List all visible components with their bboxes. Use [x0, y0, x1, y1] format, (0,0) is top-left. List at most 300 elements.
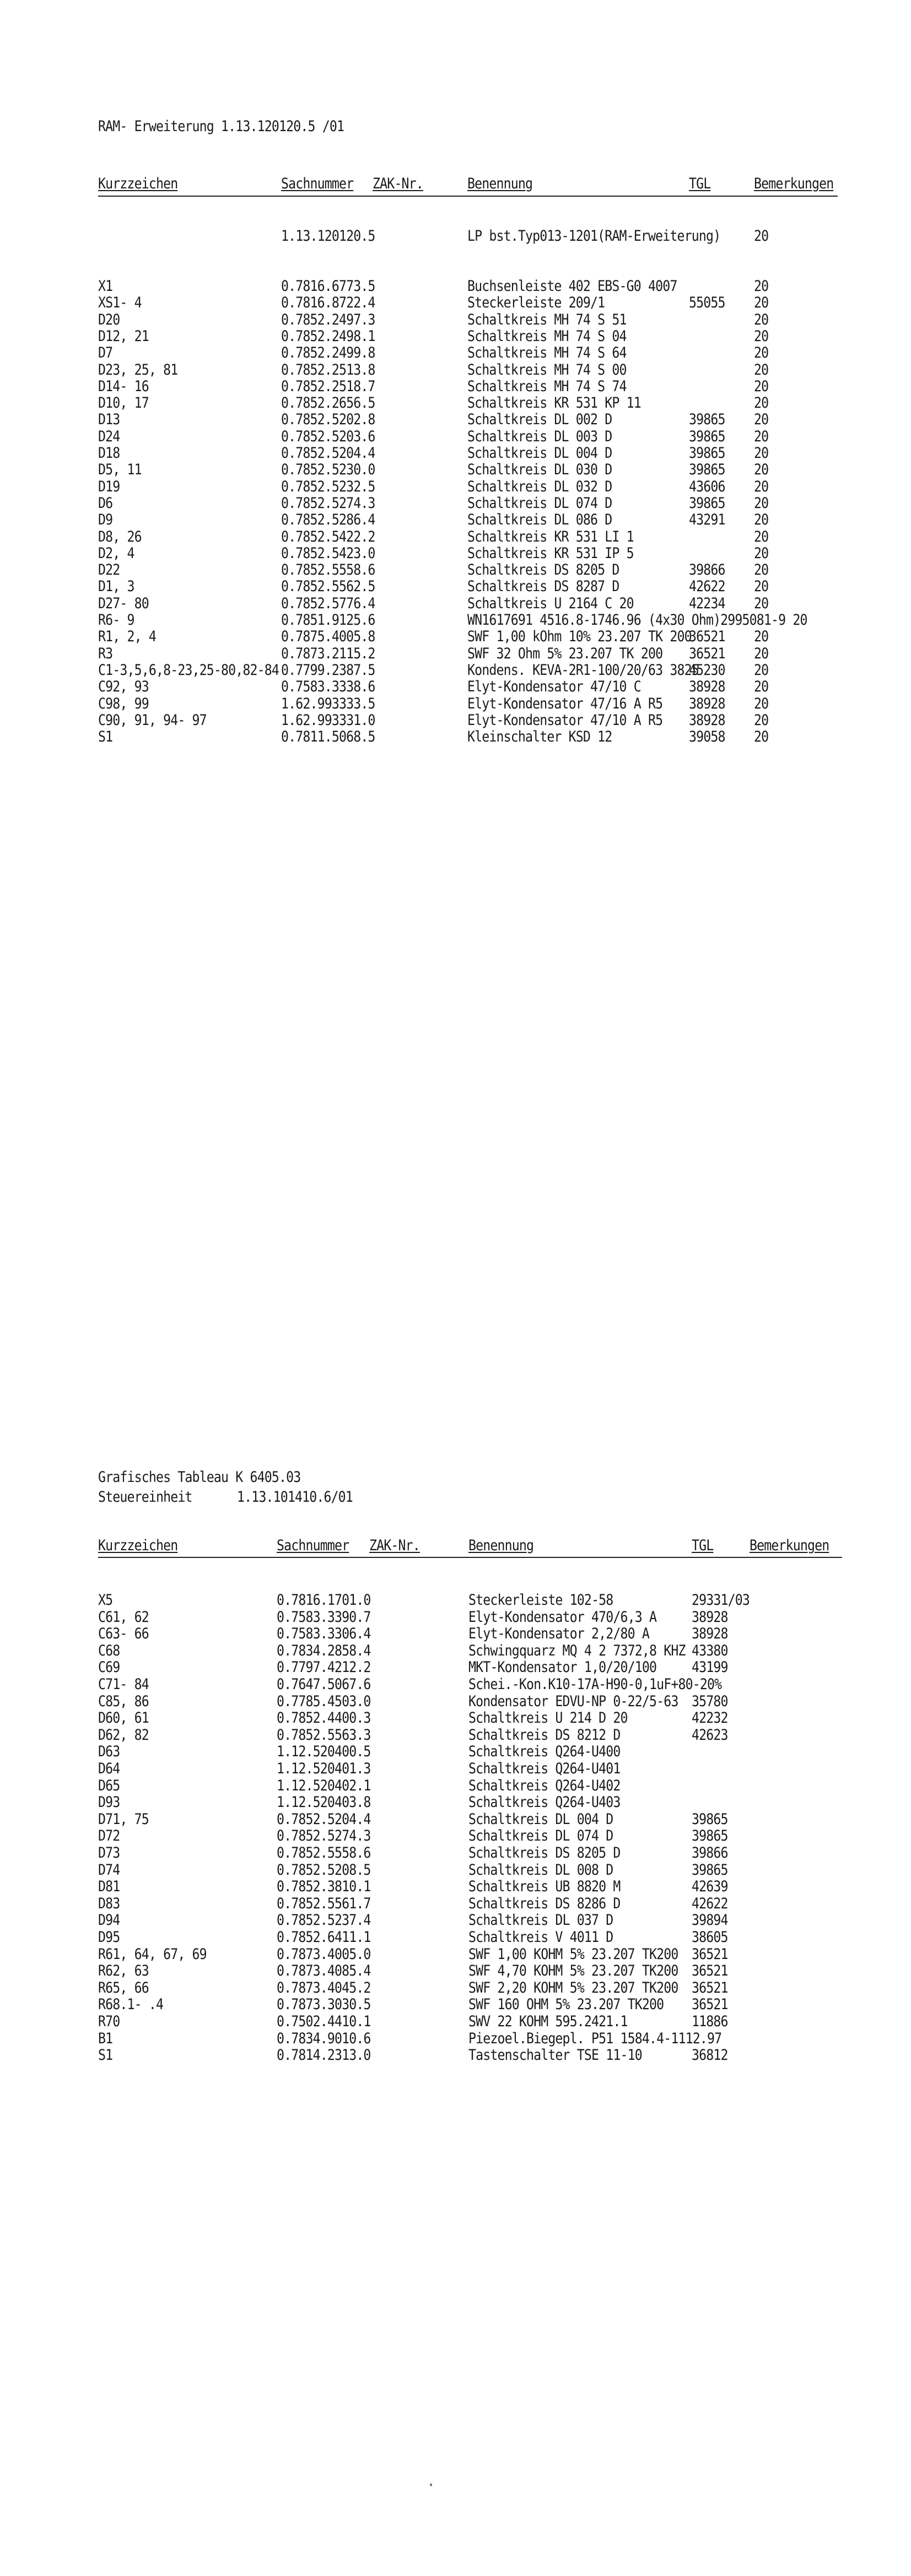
- table-row: [0, 629, 911, 645]
- cell-kurzzeichen: D5, 11: [98, 461, 142, 479]
- table-row: [0, 1710, 911, 1727]
- cell-benennung: Schaltkreis U 2164 C 20: [467, 594, 634, 612]
- header-sachnummer: Sachnummer: [281, 175, 354, 192]
- cell-kurzzeichen: D27- 80: [98, 594, 149, 612]
- cell-benennung: Schaltkreis DL 032 D: [467, 478, 612, 495]
- cell-bemerkungen: 20: [754, 561, 769, 579]
- cell-sachnummer: 0.7583.3390.7: [277, 1608, 371, 1626]
- cell-sachnummer: 1.12.520401.3: [277, 1760, 371, 1777]
- cell-bemerkungen: 20: [754, 494, 769, 512]
- cell-tgl: 39894: [692, 1912, 728, 1929]
- cell-sachnummer: 0.7583.3338.6: [281, 678, 375, 696]
- cell-kurzzeichen: D93: [98, 1794, 120, 1811]
- table-row: [0, 2047, 911, 2064]
- table-row: [0, 328, 911, 345]
- cell-kurzzeichen: S1: [98, 2047, 113, 2064]
- cell-kurzzeichen: D83: [98, 1895, 120, 1912]
- cell-kurzzeichen: D1, 3: [98, 578, 134, 596]
- cell-benennung: Steckerleiste 102-58: [468, 1592, 613, 1609]
- cell-kurzzeichen: D63: [98, 1743, 120, 1761]
- cell-sachnummer: 0.7875.4005.8: [281, 628, 375, 646]
- cell-tgl: 38928: [689, 695, 725, 712]
- cell-bemerkungen: 20: [754, 544, 769, 562]
- cell-sachnummer: 0.7852.2513.8: [281, 361, 375, 378]
- cell-benennung: SWF 32 Ohm 5% 23.207 TK 200: [467, 645, 663, 662]
- cell-benennung: Schaltkreis DL 037 D: [468, 1912, 613, 1929]
- cell-tgl: 42232: [692, 1709, 728, 1727]
- cell-sachnummer: 0.7502.4410.1: [277, 2013, 371, 2030]
- table-row: [0, 295, 911, 311]
- table-row: [0, 1896, 911, 1912]
- table-row: [0, 1929, 911, 1946]
- cell-kurzzeichen: C61, 62: [98, 1608, 149, 1626]
- cell-kurzzeichen: D73: [98, 1844, 120, 1861]
- cell-sachnummer: 0.7852.2497.3: [281, 311, 375, 328]
- cell-sachnummer: 0.7852.2498.1: [281, 327, 375, 345]
- table-row: [0, 395, 911, 412]
- table-row: [0, 1879, 911, 1895]
- cell-bemerkungen: 20: [754, 377, 769, 395]
- table-row: [0, 1676, 911, 1693]
- table-row-first: [0, 228, 911, 245]
- cell-kurzzeichen: C85, 86: [98, 1692, 149, 1710]
- cell-sachnummer: 0.7852.5423.0: [281, 544, 375, 562]
- cell-sachnummer: 0.7852.2518.7: [281, 377, 375, 395]
- cell-kurzzeichen: D13: [98, 411, 120, 429]
- table-row: [0, 529, 911, 545]
- cell-benennung: Schaltkreis U 214 D 20: [468, 1709, 628, 1727]
- table-row: [0, 1980, 911, 1996]
- cell-tgl: 38928: [692, 1625, 728, 1643]
- header-benennung: Benennung: [468, 1537, 534, 1554]
- header-tgl: TGL: [689, 175, 711, 192]
- section2-title-line2-value: 1.13.101410.6/01: [237, 1489, 353, 1506]
- cell-benennung: Schaltkreis Q264-U401: [468, 1760, 621, 1777]
- cell-sachnummer: 0.7852.5558.6: [281, 561, 375, 579]
- table-row: [0, 1727, 911, 1744]
- table-row: [0, 1659, 911, 1676]
- cell-benennung: Schaltkreis DS 8287 D: [467, 578, 619, 596]
- header-zak: ZAK-Nr.: [369, 1537, 420, 1554]
- header-kurzzeichen: Kurzzeichen: [98, 1537, 178, 1554]
- cell-kurzzeichen: XS1- 4: [98, 294, 142, 312]
- cell-tgl: 43199: [692, 1659, 728, 1676]
- cell-tgl: 42234: [689, 594, 725, 612]
- cell-kurzzeichen: R3: [98, 645, 113, 662]
- cell-sachnummer: 0.7647.5067.6: [277, 1676, 371, 1693]
- cell-sachnummer: 0.7873.4045.2: [277, 1979, 371, 1996]
- cell-benennung: Elyt-Kondensator 2,2/80 A: [468, 1625, 649, 1643]
- cell-sachnummer: 1.13.120120.5: [281, 228, 375, 245]
- table-row: [0, 562, 911, 578]
- cell-tgl: 38928: [692, 1608, 728, 1626]
- cell-sachnummer: 0.7811.5068.5: [281, 728, 375, 746]
- cell-sachnummer: 0.7852.5204.4: [281, 445, 375, 462]
- table-row: [0, 545, 911, 562]
- table-row: [0, 729, 911, 745]
- header-bemerkungen: Bemerkungen: [754, 175, 834, 192]
- cell-benennung: Piezoel.Biegepl. P51 1584.4-1112.97: [468, 2030, 722, 2047]
- table-row: [0, 679, 911, 695]
- cell-benennung: Buchsenleiste 402 EBS-G0 4007: [467, 278, 677, 295]
- cell-benennung: SWF 160 OHM 5% 23.207 TK200: [468, 1996, 664, 2014]
- cell-benennung: Elyt-Kondensator 470/6,3 A: [468, 1608, 657, 1626]
- section1-title: RAM- Erweiterung 1.13.120120.5 /01: [98, 118, 344, 135]
- header-rule: [98, 196, 838, 197]
- cell-sachnummer: 0.7852.5230.0: [281, 461, 375, 479]
- cell-benennung: Schaltkreis KR 531 IP 5: [467, 544, 634, 562]
- cell-kurzzeichen: S1: [98, 728, 113, 746]
- cell-kurzzeichen: D94: [98, 1912, 120, 1929]
- cell-benennung: LP bst.Typ013-1201(RAM-Erweiterung): [467, 228, 721, 245]
- cell-benennung: Schaltkreis DL 074 D: [468, 1827, 613, 1845]
- cell-kurzzeichen: R62, 63: [98, 1962, 149, 1980]
- table-row: [0, 1744, 911, 1760]
- table-row: [0, 696, 911, 712]
- cell-tgl: 43291: [689, 511, 725, 529]
- cell-benennung: Elyt-Kondensator 47/10 A R5: [467, 711, 663, 729]
- cell-benennung: Schaltkreis MH 74 S 51: [467, 311, 627, 328]
- cell-kurzzeichen: D6: [98, 494, 113, 512]
- table-row: [0, 2014, 911, 2030]
- table-row: [0, 1609, 911, 1626]
- cell-tgl: 36521: [689, 628, 725, 646]
- cell-benennung: Schaltkreis Q264-U403: [468, 1794, 621, 1811]
- cell-tgl: 11886: [692, 2013, 728, 2030]
- cell-tgl: 36521: [692, 1945, 728, 1963]
- cell-kurzzeichen: D20: [98, 311, 120, 328]
- cell-bemerkungen: 20: [754, 711, 769, 729]
- cell-tgl: 39865: [689, 445, 725, 462]
- cell-kurzzeichen: D60, 61: [98, 1709, 149, 1727]
- cell-bemerkungen: 20: [754, 278, 769, 295]
- table-row: [0, 1946, 911, 1963]
- cell-kurzzeichen: D10, 17: [98, 394, 149, 412]
- cell-kurzzeichen: C69: [98, 1659, 120, 1676]
- cell-benennung: SWF 2,20 KOHM 5% 23.207 TK200: [468, 1979, 678, 1996]
- cell-kurzzeichen: D7: [98, 344, 113, 362]
- cell-sachnummer: 0.7814.2313.0: [277, 2047, 371, 2064]
- cell-benennung: Steckerleiste 209/1: [467, 294, 605, 312]
- cell-benennung: Schaltkreis DL 003 D: [467, 427, 612, 445]
- table-row: [0, 1778, 911, 1794]
- cell-sachnummer: 1.12.520403.8: [277, 1794, 371, 1811]
- cell-kurzzeichen: D74: [98, 1861, 120, 1879]
- table-row: [0, 662, 911, 679]
- table-row: [0, 429, 911, 445]
- cell-sachnummer: 0.7816.8722.4: [281, 294, 375, 312]
- cell-tgl: 36812: [692, 2047, 728, 2064]
- cell-kurzzeichen: D14- 16: [98, 377, 149, 395]
- cell-sachnummer: 0.7834.9010.6: [277, 2030, 371, 2047]
- cell-tgl: 42622: [692, 1895, 728, 1912]
- cell-benennung: Schaltkreis Q264-U400: [468, 1743, 621, 1761]
- cell-benennung: Schaltkreis DS 8286 D: [468, 1895, 621, 1912]
- header-benennung: Benennung: [467, 175, 533, 192]
- cell-benennung: SWF 1,00 kOhm 10% 23.207 TK 200: [467, 628, 692, 646]
- cell-tgl: 35780: [692, 1692, 728, 1710]
- cell-tgl: 39865: [692, 1827, 728, 1845]
- table-row: [0, 1643, 911, 1659]
- table-row: [0, 312, 911, 328]
- table-row: [0, 1592, 911, 1609]
- table-row: [0, 495, 911, 512]
- cell-bemerkungen: 20: [754, 578, 769, 596]
- cell-kurzzeichen: D24: [98, 427, 120, 445]
- header-kurzzeichen: Kurzzeichen: [98, 175, 178, 192]
- cell-kurzzeichen: D22: [98, 561, 120, 579]
- header-zak: ZAK-Nr.: [373, 175, 423, 192]
- cell-benennung: Kondens. KEVA-2R1-100/20/63 3825: [467, 661, 699, 679]
- cell-tgl: 45230: [689, 661, 725, 679]
- cell-benennung: Kleinschalter KSD 12: [467, 728, 612, 746]
- cell-bemerkungen: 20: [754, 511, 769, 529]
- cell-benennung: Schwingquarz MQ 4 2 7372,8 KHZ: [468, 1642, 686, 1659]
- table-row: [0, 1761, 911, 1777]
- cell-sachnummer: 0.7873.2115.2: [281, 645, 375, 662]
- cell-benennung: Schaltkreis DL 086 D: [467, 511, 612, 529]
- section2-title-line2-label: Steuereinheit: [98, 1489, 192, 1506]
- table-row: [0, 578, 911, 595]
- cell-tgl: 43380: [692, 1642, 728, 1659]
- cell-kurzzeichen: C1-3,5,6,8-23,25-80,82-84: [98, 661, 279, 679]
- cell-bemerkungen: 20: [754, 478, 769, 495]
- cell-sachnummer: 0.7852.4400.3: [277, 1709, 371, 1727]
- cell-tgl: 42623: [692, 1726, 728, 1744]
- cell-benennung: Schaltkreis MH 74 S 74: [467, 377, 627, 395]
- cell-tgl: 39865: [692, 1810, 728, 1828]
- cell-sachnummer: 0.7852.5204.4: [277, 1810, 371, 1828]
- cell-benennung: Kondensator EDVU-NP 0-22/5-63: [468, 1692, 678, 1710]
- table-row: [0, 278, 911, 295]
- cell-benennung: Schaltkreis KR 531 KP 11: [467, 394, 641, 412]
- cell-benennung: WN1617691 4516.8-1746.96 (4x30 Ohm)2995081-9 20: [467, 611, 807, 629]
- cell-tgl: 55055: [689, 294, 725, 312]
- cell-bemerkungen: 20: [754, 394, 769, 412]
- cell-tgl: 39865: [692, 1861, 728, 1879]
- section2-title-line1: Grafisches Tableau K 6405.03: [98, 1469, 301, 1486]
- cell-sachnummer: 0.7852.5776.4: [281, 594, 375, 612]
- cell-kurzzeichen: D62, 82: [98, 1726, 149, 1744]
- cell-benennung: Schaltkreis MH 74 S 00: [467, 361, 627, 378]
- cell-kurzzeichen: D12, 21: [98, 327, 149, 345]
- table-row: [0, 1963, 911, 1979]
- table-row: [0, 378, 911, 395]
- cell-tgl: 39865: [689, 461, 725, 479]
- cell-benennung: Schaltkreis DL 074 D: [467, 494, 612, 512]
- cell-tgl: 38605: [692, 1929, 728, 1946]
- cell-bemerkungen: 20: [754, 528, 769, 545]
- cell-sachnummer: 0.7852.5237.4: [277, 1912, 371, 1929]
- cell-benennung: MKT-Kondensator 1,0/20/100: [468, 1659, 657, 1676]
- cell-sachnummer: 0.7852.5286.4: [281, 511, 375, 529]
- cell-kurzzeichen: R1, 2, 4: [98, 628, 156, 646]
- cell-kurzzeichen: D65: [98, 1777, 120, 1794]
- cell-kurzzeichen: D64: [98, 1760, 120, 1777]
- cell-benennung: Elyt-Kondensator 47/10 C: [467, 678, 641, 696]
- table-row: [0, 1626, 911, 1642]
- cell-bemerkungen: 20: [754, 645, 769, 662]
- cell-sachnummer: 0.7583.3306.4: [277, 1625, 371, 1643]
- cell-sachnummer: 0.7852.5422.2: [281, 528, 375, 545]
- cell-sachnummer: 0.7852.5561.7: [277, 1895, 371, 1912]
- cell-kurzzeichen: X5: [98, 1592, 113, 1609]
- table-row: [0, 612, 911, 629]
- cell-kurzzeichen: D8, 26: [98, 528, 142, 545]
- table-row: [0, 1862, 911, 1879]
- cell-benennung: Schaltkreis DL 002 D: [467, 411, 612, 429]
- cell-bemerkungen: 20: [754, 311, 769, 328]
- cell-kurzzeichen: D81: [98, 1878, 120, 1896]
- cell-sachnummer: 0.7852.5563.3: [277, 1726, 371, 1744]
- cell-benennung: Schaltkreis MH 74 S 64: [467, 344, 627, 362]
- cell-sachnummer: 0.7852.5274.3: [281, 494, 375, 512]
- cell-kurzzeichen: R70: [98, 2013, 120, 2030]
- cell-benennung: Schaltkreis Q264-U402: [468, 1777, 621, 1794]
- cell-kurzzeichen: C63- 66: [98, 1625, 149, 1643]
- cell-benennung: Schaltkreis V 4011 D: [468, 1929, 613, 1946]
- cell-benennung: Schaltkreis DS 8212 D: [468, 1726, 621, 1744]
- cell-tgl: 38928: [689, 678, 725, 696]
- cell-sachnummer: 1.62.993333.5: [281, 695, 375, 712]
- cell-tgl: 39865: [689, 494, 725, 512]
- cell-sachnummer: 1.62.993331.0: [281, 711, 375, 729]
- cell-bemerkungen: 20: [754, 661, 769, 679]
- cell-benennung: Schaltkreis DS 8205 D: [468, 1844, 621, 1861]
- cell-sachnummer: 0.7852.5203.6: [281, 427, 375, 445]
- cell-bemerkungen: 20: [754, 427, 769, 445]
- cell-sachnummer: 0.7852.5232.5: [281, 478, 375, 495]
- table-row: [0, 1996, 911, 2013]
- cell-tgl: 42639: [692, 1878, 728, 1896]
- cell-benennung: SWF 4,70 KOHM 5% 23.207 TK200: [468, 1962, 678, 1980]
- cell-benennung: Tastenschalter TSE 11-10: [468, 2047, 642, 2064]
- cell-benennung: Schaltkreis UB 8820 M: [468, 1878, 621, 1896]
- table-row: [0, 1693, 911, 1710]
- cell-kurzzeichen: D18: [98, 445, 120, 462]
- cell-bemerkungen: 20: [754, 678, 769, 696]
- table-row: [0, 712, 911, 729]
- cell-tgl: 39865: [689, 411, 725, 429]
- cell-bemerkungen: 20: [754, 461, 769, 479]
- table-row: [0, 412, 911, 428]
- cell-benennung: Schaltkreis MH 74 S 04: [467, 327, 627, 345]
- cell-sachnummer: 0.7852.2499.8: [281, 344, 375, 362]
- cell-tgl: 42622: [689, 578, 725, 596]
- cell-tgl: 39866: [692, 1844, 728, 1861]
- cell-benennung: Schaltkreis KR 531 LI 1: [467, 528, 634, 545]
- cell-sachnummer: 0.7851.9125.6: [281, 611, 375, 629]
- cell-bemerkungen: 20: [754, 728, 769, 746]
- table-row: [0, 2031, 911, 2047]
- header-sachnummer: Sachnummer: [277, 1537, 349, 1554]
- cell-bemerkungen: 20: [754, 411, 769, 429]
- cell-tgl: 36521: [692, 1962, 728, 1980]
- table-row: [0, 462, 911, 478]
- cell-sachnummer: 0.7852.3810.1: [277, 1878, 371, 1896]
- cell-kurzzeichen: C98, 99: [98, 695, 149, 712]
- cell-kurzzeichen: C68: [98, 1642, 120, 1659]
- table-row: [0, 1811, 911, 1828]
- header-bemerkungen: Bemerkungen: [750, 1537, 829, 1554]
- table-row: [0, 512, 911, 528]
- cell-tgl: 36521: [692, 1979, 728, 1996]
- table-row: [0, 1912, 911, 1929]
- cell-bemerkungen: 20: [754, 361, 769, 378]
- cell-sachnummer: 0.7799.2387.5: [281, 661, 375, 679]
- cell-kurzzeichen: D95: [98, 1929, 120, 1946]
- cell-kurzzeichen: B1: [98, 2030, 113, 2047]
- cell-sachnummer: 0.7816.1701.0: [277, 1592, 371, 1609]
- cell-kurzzeichen: D2, 4: [98, 544, 134, 562]
- cell-bemerkungen: 20: [754, 695, 769, 712]
- cell-kurzzeichen: R68.1- .4: [98, 1996, 164, 2014]
- cell-sachnummer: 0.7873.4005.0: [277, 1945, 371, 1963]
- cell-tgl: 38928: [689, 711, 725, 729]
- cell-benennung: SWV 22 KOHM 595.2421.1: [468, 2013, 628, 2030]
- cell-kurzzeichen: X1: [98, 278, 113, 295]
- cell-bemerkungen: 20: [754, 228, 769, 245]
- table-row: [0, 1845, 911, 1861]
- cell-sachnummer: 0.7816.6773.5: [281, 278, 375, 295]
- table-row: [0, 445, 911, 462]
- cell-benennung: Schei.-Kon.K10-17A-H90-0,1uF+80-20%: [468, 1676, 722, 1693]
- cell-benennung: Schaltkreis DL 030 D: [467, 461, 612, 479]
- cell-benennung: SWF 1,00 KOHM 5% 23.207 TK200: [468, 1945, 678, 1963]
- header-tgl: TGL: [692, 1537, 714, 1554]
- cell-tgl: 36521: [692, 1996, 728, 2014]
- cell-sachnummer: 0.7852.5274.3: [277, 1827, 371, 1845]
- cell-sachnummer: 0.7852.2656.5: [281, 394, 375, 412]
- cell-sachnummer: 1.12.520400.5: [277, 1743, 371, 1761]
- cell-bemerkungen: 20: [754, 344, 769, 362]
- cell-sachnummer: 0.7852.5202.8: [281, 411, 375, 429]
- scan-speck: [430, 2483, 432, 2486]
- cell-tgl: 29331/03: [692, 1592, 750, 1609]
- table-row: [0, 646, 911, 662]
- cell-sachnummer: 0.7797.4212.2: [277, 1659, 371, 1676]
- cell-bemerkungen: 20: [754, 628, 769, 646]
- cell-kurzzeichen: R6- 9: [98, 611, 134, 629]
- cell-kurzzeichen: D72: [98, 1827, 120, 1845]
- cell-sachnummer: 0.7873.4085.4: [277, 1962, 371, 1980]
- cell-benennung: Elyt-Kondensator 47/16 A R5: [467, 695, 663, 712]
- cell-kurzzeichen: C71- 84: [98, 1676, 149, 1693]
- cell-kurzzeichen: R61, 64, 67, 69: [98, 1945, 207, 1963]
- cell-kurzzeichen: C92, 93: [98, 678, 149, 696]
- cell-sachnummer: 0.7873.3030.5: [277, 1996, 371, 2014]
- table-row: [0, 1828, 911, 1844]
- table-row: [0, 362, 911, 378]
- cell-bemerkungen: 20: [754, 594, 769, 612]
- cell-benennung: Schaltkreis DL 004 D: [467, 445, 612, 462]
- header-rule: [98, 1557, 842, 1558]
- cell-sachnummer: 0.7834.2858.4: [277, 1642, 371, 1659]
- cell-kurzzeichen: D23, 25, 81: [98, 361, 178, 378]
- cell-sachnummer: 0.7852.5558.6: [277, 1844, 371, 1861]
- cell-kurzzeichen: R65, 66: [98, 1979, 149, 1996]
- cell-benennung: Schaltkreis DL 004 D: [468, 1810, 613, 1828]
- cell-bemerkungen: 20: [754, 327, 769, 345]
- table-row: [0, 345, 911, 361]
- cell-kurzzeichen: D9: [98, 511, 113, 529]
- cell-kurzzeichen: D19: [98, 478, 120, 495]
- cell-sachnummer: 0.7785.4503.0: [277, 1692, 371, 1710]
- table-row: [0, 1794, 911, 1811]
- cell-tgl: 43606: [689, 478, 725, 495]
- cell-sachnummer: 0.7852.5208.5: [277, 1861, 371, 1879]
- cell-tgl: 39058: [689, 728, 725, 746]
